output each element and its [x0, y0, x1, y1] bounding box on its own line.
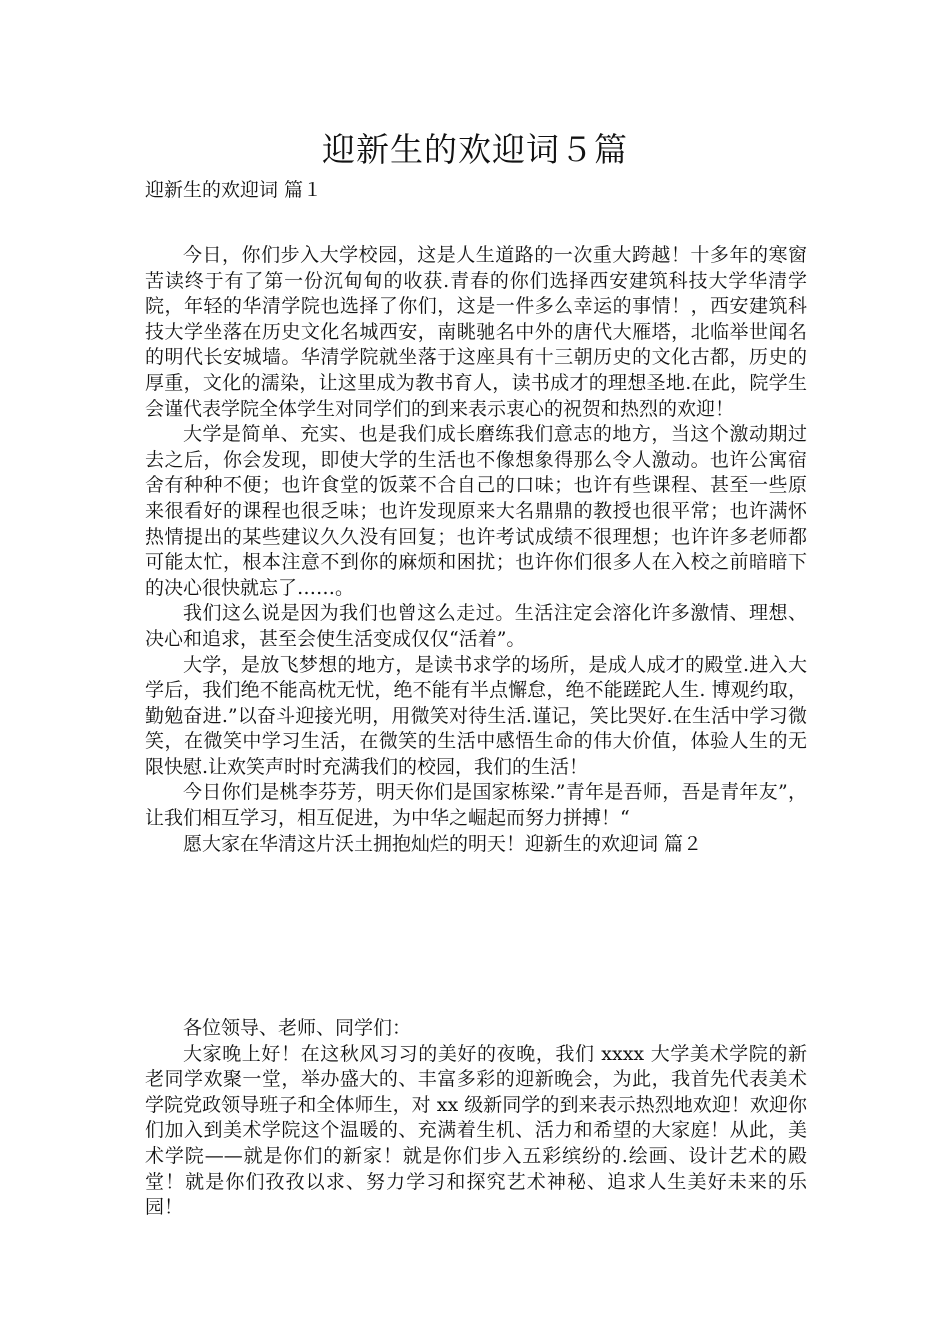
paragraph: 今日，你们步入大学校园，这是人生道路的一次重大跨越！十多年的寒窗苦读终于有了第一份沉甸甸的收获.青春的你们选择西安建筑科技大学华清学院，年轻的华清学院也选择了你们，这是一件多么幸运的事情！，西安建筑科技大学坐落在历史文化名城西安，南眺驰名中外的唐代大雁塔，北临举世闻名的明代长安城墙。华清学院就坐落于这座具有十三朝历史的文化古都，历史的厚重，文化的濡染，让这里成为教书育人，读书成才的理想圣地.在此，院学生会谨代表学院全体学生对同学们的到来表示衷心的祝贺和热烈的欢迎！: [145, 244, 807, 420]
paragraph: 我们这么说是因为我们也曾这么走过。生活注定会溶化许多激情、理想、决心和追求，甚至会使生活变成仅仅“活着”。: [145, 602, 807, 650]
paragraph: 今日你们是桃李芬芳，明天你们是国家栋梁.”青年是吾师，吾是青年友”，让我们相互学习，相互促进，为中华之崛起而努力拼搏！“: [145, 781, 807, 830]
section-1-body: [145, 243, 807, 857]
section-2-body: [145, 1016, 807, 1221]
document-title: 迎新生的欢迎词５篇: [322, 130, 628, 169]
paragraph: 大家晚上好！在这秋风习习的美好的夜晚，我们 xxxx 大学美术学院的新老同学欢聚一堂，举办盛大的、丰富多彩的迎新晚会，为此，我首先代表美术学院党政领导班子和全体师生，对 xx 级新同学的到来表示热烈地欢迎！欢迎你们加入到美术学院这个温暖的、充满着生机、活力和希望的大家庭！从此，美术学院——就是你们的新家！就是你们步入五彩缤纷的.绘画、设计艺术的殿堂！就是你们孜孜以求、努力学习和探究艺术神秘、追求人生美好未来的乐园！: [145, 1042, 807, 1219]
paragraph: 大学，是放飞梦想的地方，是读书求学的场所，是成人成才的殿堂.进入大学后，我们绝不能高枕无忧，绝不能有半点懈怠，绝不能蹉跎人生. 博观约取，勤勉奋进.”以奋斗迎接光明，用微笑对待生活.谨记，笑比哭好.在生活中学习微笑，在微笑中学习生活，在微笑的生活中感悟生命的伟大价值，体验人生的无限快慰.让欢笑声时时充满我们的校园，我们的生活！: [145, 653, 807, 778]
paragraph: 大学是简单、充实、也是我们成长磨练我们意志的地方，当这个激动期过去之后，你会发现，即使大学的生活也不像想象得那么令人激动。也许公寓宿舍有种种不便；也许食堂的饭菜不合自己的口味；也许有些课程、甚至一些原来很看好的课程也很乏味；也许发现原来大名鼎鼎的教授也很平常；也许满怀热情提出的某些建议久久没有回复；也许考试成绩不很理想；也许许多老师都可能太忙，根本注意不到你的麻烦和困扰；也许你们很多人在入校之前暗暗下的决心很快就忘了……。: [145, 423, 807, 599]
paragraph: 愿大家在华清这片沃土拥抱灿烂的明天！迎新生的欢迎词 篇２: [183, 832, 703, 855]
section-heading-1: 迎新生的欢迎词 篇１: [145, 179, 323, 201]
salutation: 各位领导、老师、同学们：: [183, 1017, 412, 1039]
